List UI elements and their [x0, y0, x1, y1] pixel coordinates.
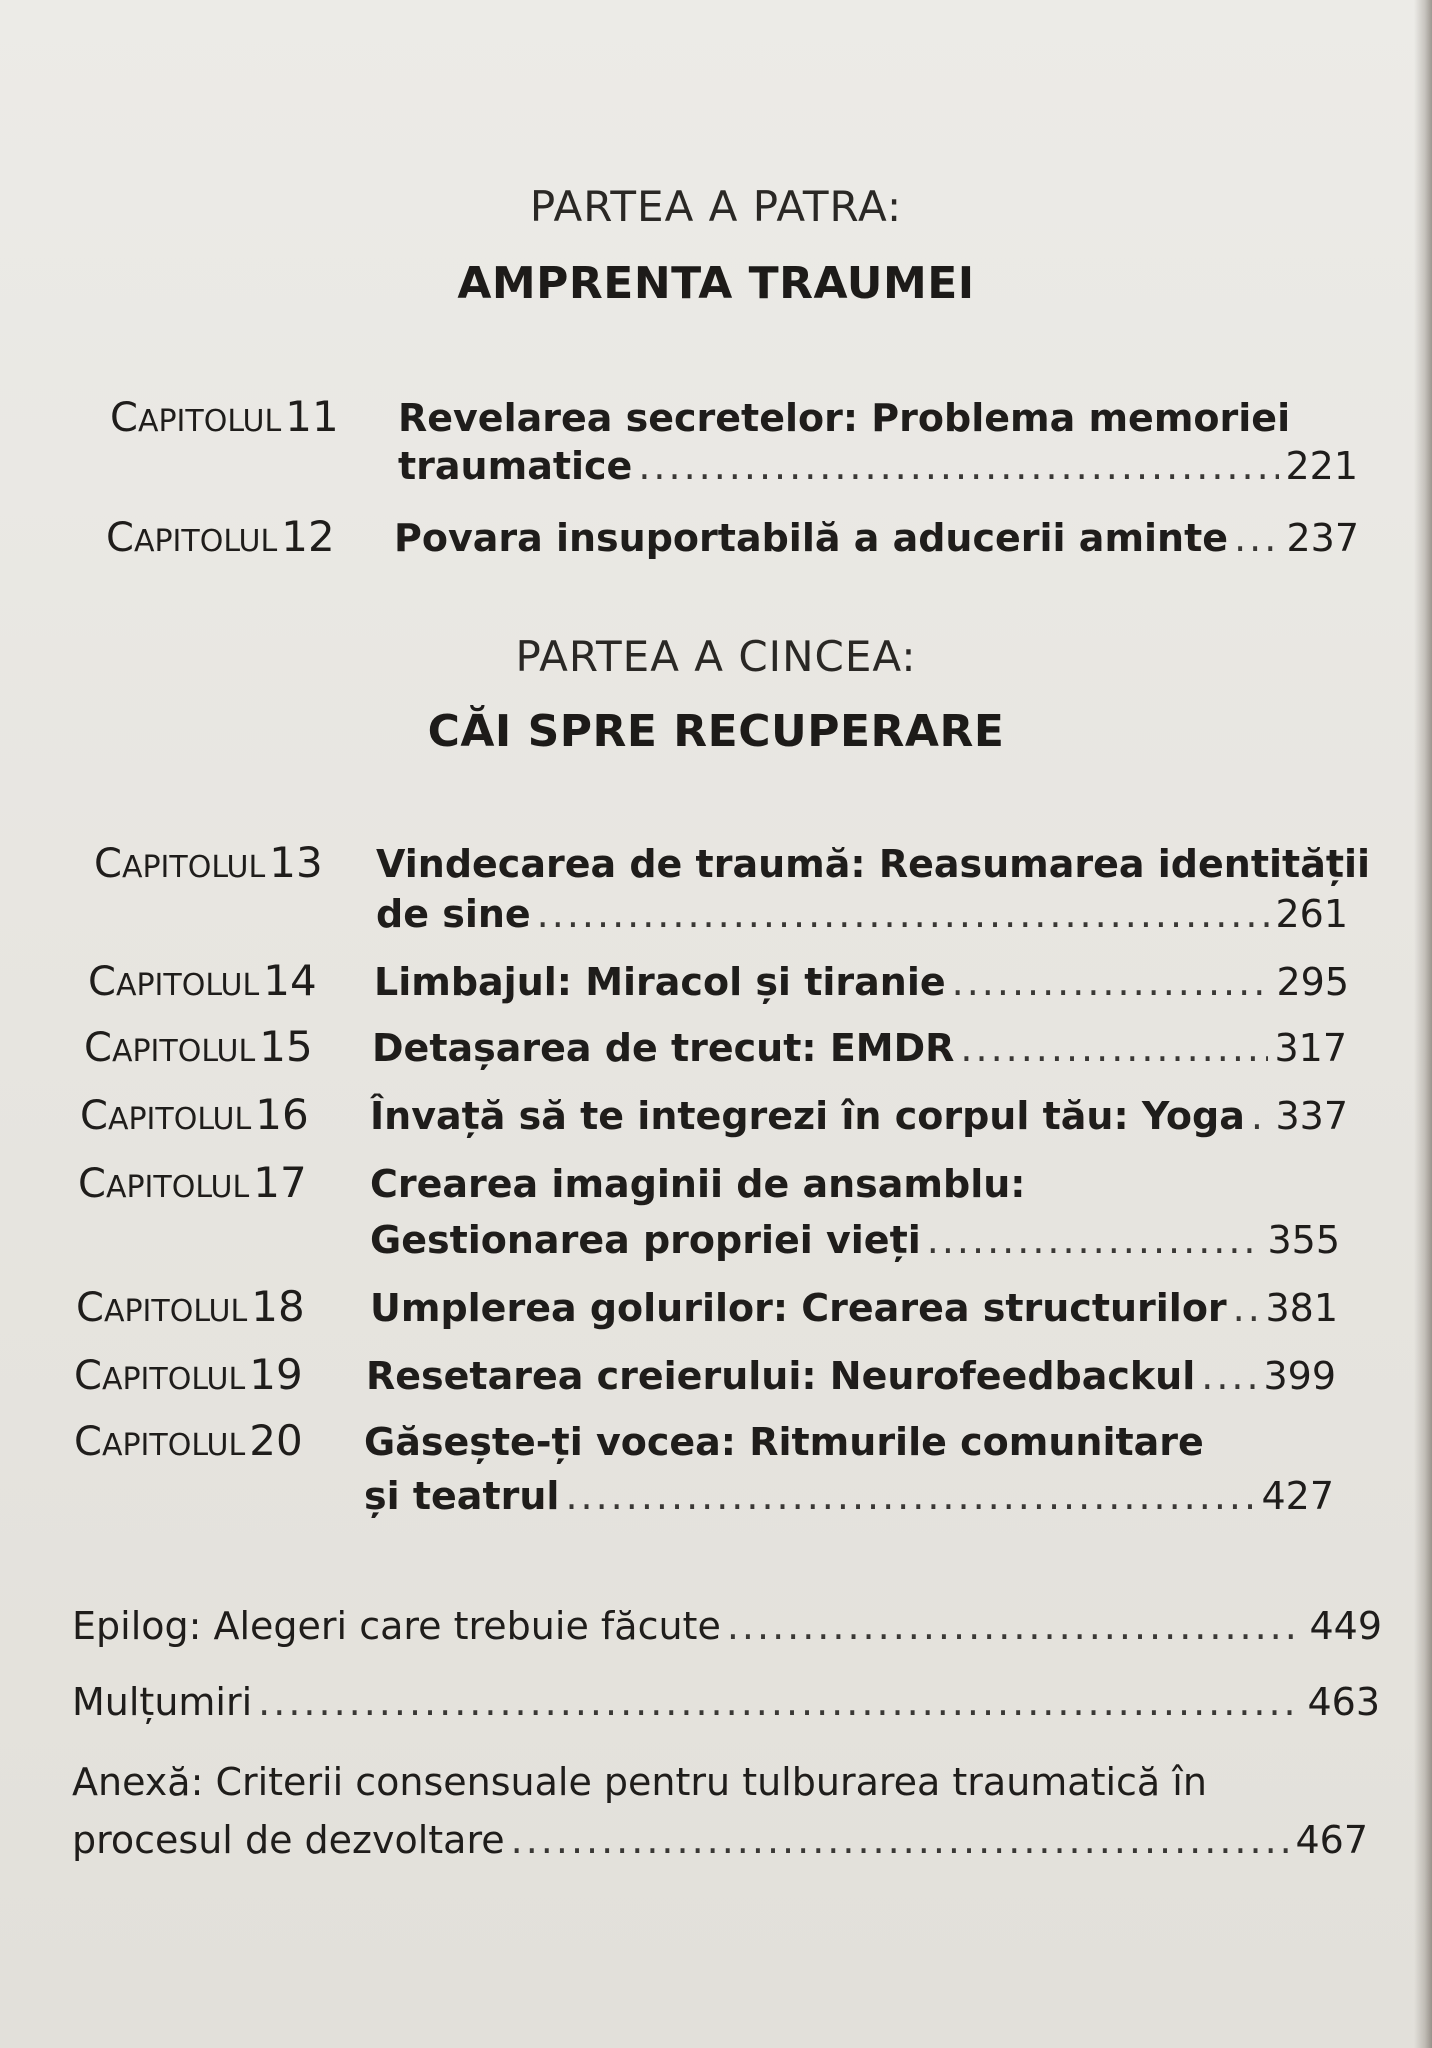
page-number: 261	[1275, 892, 1348, 936]
chapter-title: Umplerea golurilor: Crearea structurilor ..... 381	[370, 1286, 1338, 1330]
chapter-label: CAPITOLUL19	[74, 1350, 303, 1399]
back-matter-title-line2: procesul de dezvoltare ..... 467	[72, 1818, 1368, 1862]
page-number: 449	[1309, 1604, 1382, 1648]
back-matter-title: Anexă: Criterii consensuale pentru tulburarea traumatică în	[72, 1760, 1207, 1804]
leader-dots	[1201, 1354, 1257, 1398]
chapter-title: Crearea imaginii de ansamblu:	[370, 1162, 1026, 1206]
page-number: 317	[1274, 1026, 1347, 1070]
leader-dots	[638, 444, 1279, 488]
leader-dots	[1233, 1286, 1260, 1330]
leader-dots	[511, 1818, 1290, 1862]
back-matter-title: Mulțumiri ..... 463	[72, 1680, 1380, 1724]
chapter-title: Revelarea secretelor: Problema memoriei	[398, 396, 1291, 440]
chapter-label: CAPITOLUL15	[84, 1022, 313, 1071]
back-matter-title: Epilog: Alegeri care trebuie făcute ..... 449	[72, 1604, 1382, 1648]
page-number: 295	[1276, 960, 1349, 1004]
page-number: 463	[1307, 1680, 1380, 1724]
part4-title: AMPRENTA TRAUMEI	[457, 258, 975, 309]
chapter-title: Limbajul: Miracol și tiranie ..... 295	[374, 960, 1349, 1004]
page-number: 427	[1261, 1474, 1334, 1518]
chapter-title: Găsește-ți vocea: Ritmurile comunitare	[364, 1420, 1204, 1464]
chapter-title: Povara insuportabilă a aducerii aminte ..... 237	[394, 516, 1359, 560]
page-number: 381	[1265, 1286, 1338, 1330]
part5-label: PARTEA A CINCEA:	[515, 632, 917, 681]
chapter-title: Detașarea de trecut: EMDR ..... 317	[372, 1026, 1347, 1070]
page-number: 221	[1285, 444, 1358, 488]
chapter-label: CAPITOLUL14	[88, 956, 317, 1005]
chapter-label: CAPITOLUL12	[106, 512, 335, 561]
page-number: 237	[1286, 516, 1359, 560]
chapter-label: CAPITOLUL18	[76, 1282, 305, 1331]
leader-dots	[258, 1680, 1301, 1724]
leader-dots	[927, 1218, 1262, 1262]
chapter-label: CAPITOLUL16	[80, 1090, 309, 1139]
page-number: 399	[1263, 1354, 1336, 1398]
chapter-title-line2: de sine ..... 261	[376, 892, 1348, 936]
leader-dots	[565, 1474, 1255, 1518]
chapter-title: Învață să te integrezi în corpul tău: Yoga ..... 337	[370, 1094, 1348, 1138]
chapter-title-line2: și teatrul ..... 427	[364, 1474, 1334, 1518]
chapter-label: CAPITOLUL20	[74, 1416, 303, 1465]
page-number: 337	[1275, 1094, 1348, 1138]
leader-dots	[1251, 1094, 1270, 1138]
chapter-label: CAPITOLUL17	[78, 1158, 307, 1207]
leader-dots	[727, 1604, 1304, 1648]
page-number: 355	[1267, 1218, 1340, 1262]
chapter-title-line2: traumatice ..... 221	[398, 444, 1358, 488]
part5-title: CĂI SPRE RECUPERARE	[427, 706, 1005, 757]
leader-dots	[952, 960, 1271, 1004]
part4-label: PARTEA A PATRA:	[529, 182, 903, 231]
page-number: 467	[1295, 1818, 1368, 1862]
chapter-label: CAPITOLUL11	[110, 392, 339, 441]
chapter-title-line2: Gestionarea propriei vieți ..... 355	[370, 1218, 1340, 1262]
leader-dots	[537, 892, 1270, 936]
leader-dots	[1234, 516, 1280, 560]
chapter-label: CAPITOLUL13	[94, 838, 323, 887]
leader-dots	[960, 1026, 1268, 1070]
chapter-title: Vindecarea de traumă: Reasumarea identității	[376, 842, 1371, 886]
chapter-title: Resetarea creierului: Neurofeedbackul ..... 399	[366, 1354, 1336, 1398]
